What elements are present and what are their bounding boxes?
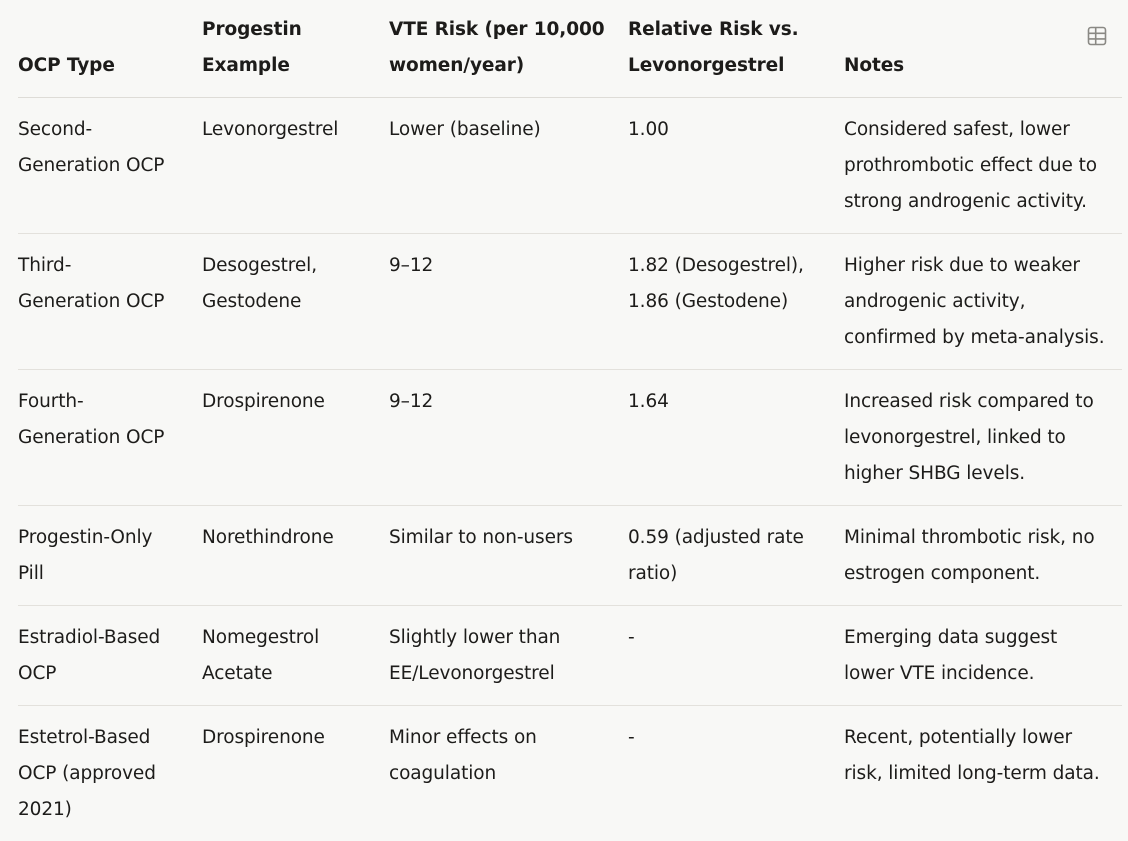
table-row bbox=[18, 506, 1122, 606]
cell-relative-risk: 0.59 (adjusted rate ratio) bbox=[628, 506, 844, 606]
cell-vte-risk: Lower (baseline) bbox=[389, 98, 628, 234]
ocp-vte-table-container bbox=[18, 0, 1122, 841]
cell-relative-risk: 1.64 bbox=[628, 370, 844, 506]
cell-relative-risk: 1.00 bbox=[628, 98, 844, 234]
table-body bbox=[18, 98, 1122, 841]
table-row bbox=[18, 98, 1122, 234]
cell-notes: Recent, potentially lower risk, limited long-term data. bbox=[844, 706, 1122, 841]
table-row bbox=[18, 606, 1122, 706]
cell-ocp-type: Progestin-Only Pill bbox=[18, 506, 202, 606]
cell-progestin: Drospirenone bbox=[202, 706, 389, 841]
cell-ocp-type: Fourth- Generation OCP bbox=[18, 370, 202, 506]
header-ocp-type: OCP Type bbox=[18, 0, 202, 98]
cell-vte-risk: Minor effects on coagulation bbox=[389, 706, 628, 841]
cell-vte-risk: 9–12 bbox=[389, 234, 628, 370]
cell-progestin: Nomegestrol Acetate bbox=[202, 606, 389, 706]
header-row bbox=[18, 0, 1122, 98]
cell-ocp-type: Estetrol-Based OCP (approved 2021) bbox=[18, 706, 202, 841]
table-grid-icon-glyph bbox=[1087, 26, 1107, 46]
cell-progestin: Drospirenone bbox=[202, 370, 389, 506]
ocp-vte-table bbox=[18, 0, 1122, 841]
cell-relative-risk: - bbox=[628, 606, 844, 706]
cell-vte-risk: Slightly lower than EE/Levonorgestrel bbox=[389, 606, 628, 706]
table-row bbox=[18, 234, 1122, 370]
cell-notes: Considered safest, lower prothrombotic effect due to strong androgenic activity. bbox=[844, 98, 1122, 234]
cell-relative-risk: - bbox=[628, 706, 844, 841]
cell-ocp-type: Second- Generation OCP bbox=[18, 98, 202, 234]
cell-notes: Increased risk compared to levonorgestrel, linked to higher SHBG levels. bbox=[844, 370, 1122, 506]
cell-vte-risk: Similar to non-users bbox=[389, 506, 628, 606]
table-row bbox=[18, 370, 1122, 506]
header-notes: Notes bbox=[844, 0, 1122, 98]
cell-vte-risk: 9–12 bbox=[389, 370, 628, 506]
cell-ocp-type: Estradiol-Based OCP bbox=[18, 606, 202, 706]
header-progestin-example: Progestin Example bbox=[202, 0, 389, 98]
table-header bbox=[18, 0, 1122, 98]
header-relative-risk: Relative Risk vs. Levonorgestrel bbox=[628, 0, 844, 98]
cell-notes: Minimal thrombotic risk, no estrogen component. bbox=[844, 506, 1122, 606]
cell-notes: Higher risk due to weaker androgenic activity, confirmed by meta-analysis. bbox=[844, 234, 1122, 370]
header-vte-risk: VTE Risk (per 10,000 women/year) bbox=[389, 0, 628, 98]
cell-relative-risk: 1.82 (Desogestrel), 1.86 (Gestodene) bbox=[628, 234, 844, 370]
cell-progestin: Levonorgestrel bbox=[202, 98, 389, 234]
cell-progestin: Desogestrel, Gestodene bbox=[202, 234, 389, 370]
cell-notes: Emerging data suggest lower VTE incidence. bbox=[844, 606, 1122, 706]
table-row bbox=[18, 706, 1122, 841]
cell-progestin: Norethindrone bbox=[202, 506, 389, 606]
table-grid-icon[interactable] bbox=[1087, 26, 1107, 46]
cell-ocp-type: Third- Generation OCP bbox=[18, 234, 202, 370]
